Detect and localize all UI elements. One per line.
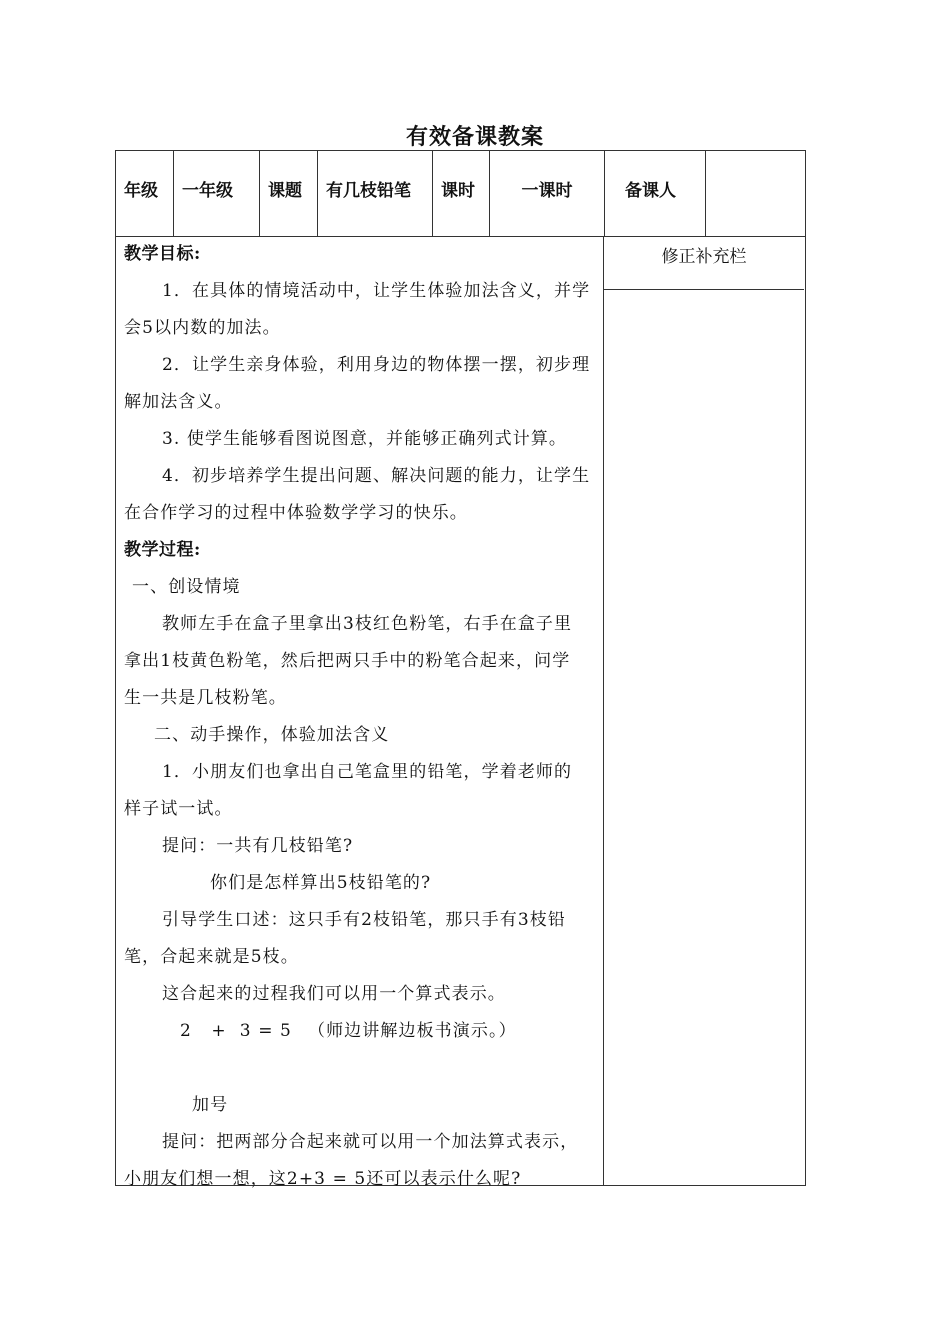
expression-intro: 这合起来的过程我们可以用一个算式表示。 <box>162 984 506 1004</box>
objective-1-line-1: 1．在具体的情境活动中，让学生体验加法含义，并学 <box>162 281 591 301</box>
grade-value: 一年级 <box>174 151 260 237</box>
equation: 2 + 3 = 5 <box>180 1021 292 1041</box>
lesson-content <box>124 236 596 1198</box>
equation-line <box>124 1013 596 1050</box>
guide-line-2: 笔，合起来就是5枝。 <box>124 947 299 967</box>
section-1-line-3: 生一共是几枝粉笔。 <box>124 688 287 708</box>
topic-label: 课题 <box>260 151 318 237</box>
section-1-line-1: 教师左手在盒子里拿出3枝红色粉笔，右手在盒子里 <box>162 614 573 634</box>
period-value: 一课时 <box>490 151 605 237</box>
section-2-title: 二、动手操作，体验加法含义 <box>154 725 390 745</box>
objective-3: 3. 使学生能够看图说图意，并能够正确列式计算。 <box>162 429 568 449</box>
preparer-value <box>706 151 806 237</box>
question-2: 你们是怎样算出5枝铅笔的? <box>210 873 432 893</box>
question-3-line-1: 提问：把两部分合起来就可以用一个加法算式表示， <box>162 1132 579 1152</box>
column-divider <box>603 236 604 1186</box>
revision-column-title: 修正补充栏 <box>604 236 804 290</box>
objective-4-line-2: 在合作学习的过程中体验数学学习的快乐。 <box>124 503 468 523</box>
step-1-line-2: 样子试一试。 <box>124 799 233 819</box>
question-1: 提问：一共有几枝铅笔? <box>162 836 354 856</box>
guide-line-1: 引导学生口述：这只手有2枝铅笔，那只手有3枝铅 <box>162 910 566 930</box>
grade-label: 年级 <box>116 151 174 237</box>
objective-2-line-2: 解加法含义。 <box>124 392 233 412</box>
page-title: 有效备课教案 <box>405 124 544 150</box>
spacer <box>124 1050 596 1087</box>
plus-sign-label: 加号 <box>192 1095 229 1115</box>
objective-4-line-1: 4．初步培养学生提出问题、解决问题的能力，让学生 <box>162 466 591 486</box>
topic-value: 有几枝铅笔 <box>318 151 433 237</box>
objectives-heading: 教学目标: <box>124 244 201 264</box>
lesson-info-table <box>115 150 806 237</box>
equation-note: （师边讲解边板书演示。） <box>307 1021 517 1041</box>
preparer-label: 备课人 <box>605 151 706 237</box>
question-3-line-2: 小朋友们想一想，这2+3 = 5还可以表示什么呢? <box>124 1169 522 1189</box>
step-1-line-1: 1．小朋友们也拿出自己笔盒里的铅笔，学着老师的 <box>162 762 573 782</box>
section-1-title: 一、创设情境 <box>132 577 241 597</box>
section-1-line-2: 拿出1枝黄色粉笔，然后把两只手中的粉笔合起来，问学 <box>124 651 571 671</box>
period-label: 课时 <box>433 151 490 237</box>
process-heading: 教学过程: <box>124 540 201 560</box>
objective-2-line-1: 2．让学生亲身体验，利用身边的物体摆一摆，初步理 <box>162 355 591 375</box>
objective-1-line-2: 会5以内数的加法。 <box>124 318 281 338</box>
